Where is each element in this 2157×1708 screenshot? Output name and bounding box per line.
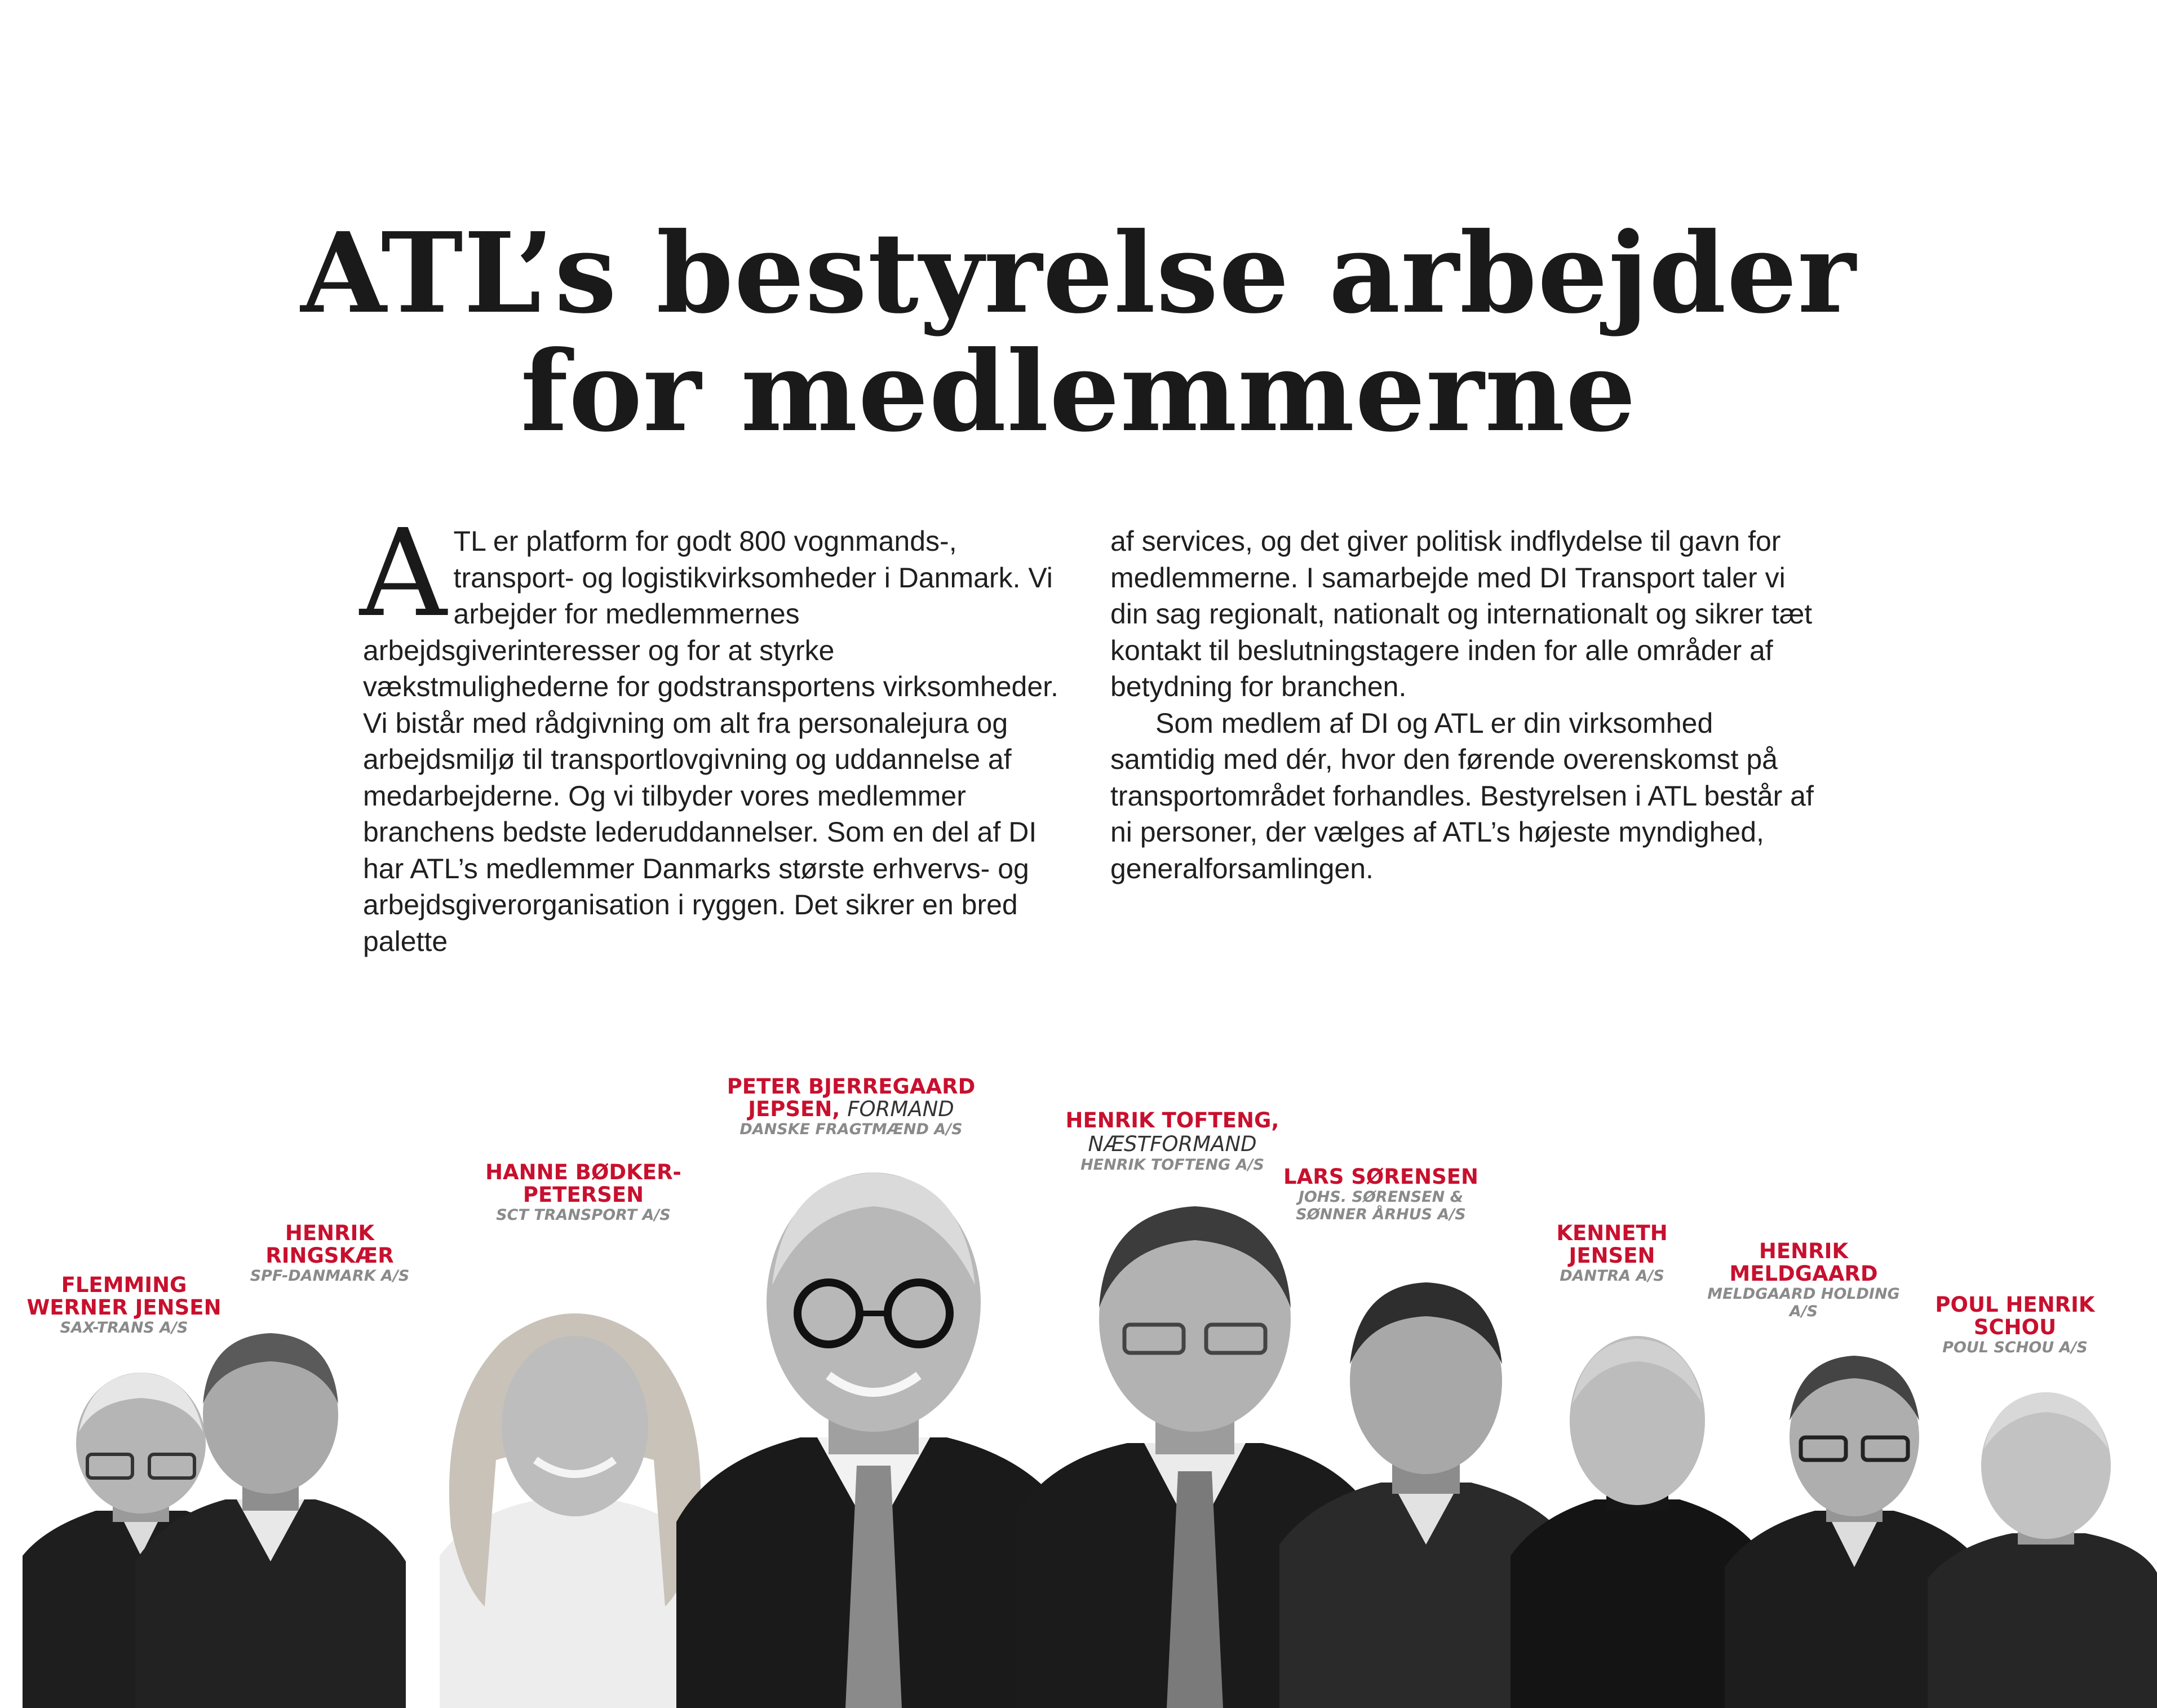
board-member-label <box>1511 1222 1713 1285</box>
title-line-1: ATL’s bestyrelse arbejder <box>300 209 1857 338</box>
portrait-peter-bjerregaard-jepsen <box>676 1172 1071 1708</box>
board-member-label <box>688 1076 1015 1138</box>
member-company: SPF-DANMARK A/S <box>250 1267 410 1285</box>
body-paragraph-2: af services, og det giver politisk indflydelse til gavn for medlemmerne. I samarbejde med DI Transport taler vi din sag regionalt, nationalt og internationalt og sikrer tæt kontakt til beslutningstagere inden for alle områder af betydning for branchen. <box>1110 525 1813 702</box>
member-name-text: PETER BJERREGAARD JEPSEN, <box>727 1074 976 1121</box>
member-company: JOHS. SØRENSEN & SØNNER ÅRHUS A/S <box>1296 1188 1466 1223</box>
member-company: MELDGAARD HOLDING A/S <box>1707 1285 1900 1320</box>
board-member-label <box>225 1222 434 1285</box>
member-role: NÆSTFORMAND <box>1088 1132 1257 1156</box>
board-member-label <box>23 1274 225 1337</box>
member-name: KENNETH JENSEN <box>1556 1221 1668 1268</box>
member-name <box>688 1076 1015 1121</box>
member-name: LARS SØRENSEN <box>1283 1165 1478 1189</box>
board-member-label <box>1702 1240 1905 1320</box>
member-name: HENRIK TOFTENG, <box>1065 1108 1279 1132</box>
member-company: DANSKE FRAGTMÆND A/S <box>739 1121 963 1138</box>
board-member-label <box>479 1161 688 1224</box>
title-line-2: for medlemmerne <box>520 327 1637 457</box>
member-name: HENRIK RINGSKÆR <box>265 1221 394 1268</box>
board-member-label <box>1905 1294 2125 1356</box>
member-company: POUL SCHOU A/S <box>1942 1339 2088 1356</box>
member-name: POUL HENRIK SCHOU <box>1935 1293 2095 1339</box>
board-member-label <box>1274 1166 1488 1223</box>
body-paragraph-3: Som medlem af DI og ATL er din virksomhed samtidig med dér, hvor den førende overenskomst på transportområdet forhandles. Bestyrelsen i ATL består af ni personer, der vælges af ATL’s højeste myndighed, generalforsamlingen. <box>1110 707 1814 884</box>
drop-cap: A <box>360 503 447 644</box>
body-paragraph-1: TL er platform for godt 800 vognmands-, transport- og logistikvirksomheder i Danmark. Vi arbejder for medlemmernes arbejdsgiverinteresser og for at styrke vækstmulighederne for godstransportens virksomheder. Vi bistår med rådgivning om alt fra personalejura og arbejdsmiljø til transportlovgivning og uddannelse af medarbejderne. Og vi tilbyder vores medlemmer branchens bedste lederuddannelser. Som en del af DI har ATL’s medlemmer Danmarks største erhvervs- og arbejdsgiverorganisation i ryggen. Det sikrer en bred palette <box>363 525 1058 957</box>
board-member-label <box>1037 1109 1308 1174</box>
member-company: SAX-TRANS A/S <box>60 1319 188 1337</box>
member-company: HENRIK TOFTENG A/S <box>1080 1156 1264 1174</box>
member-role: FORMAND <box>847 1097 954 1121</box>
member-name: FLEMMING WERNER JENSEN <box>26 1273 222 1320</box>
member-company: DANTRA A/S <box>1560 1267 1664 1285</box>
member-name: HENRIK MELDGAARD <box>1729 1239 1878 1286</box>
portrait-henrik-ringskaer <box>135 1325 406 1708</box>
member-name: HANNE BØDKER-PETERSEN <box>485 1160 681 1207</box>
portrait-poul-henrik-schou <box>1916 1392 2157 1708</box>
member-company: SCT TRANSPORT A/S <box>496 1206 671 1224</box>
